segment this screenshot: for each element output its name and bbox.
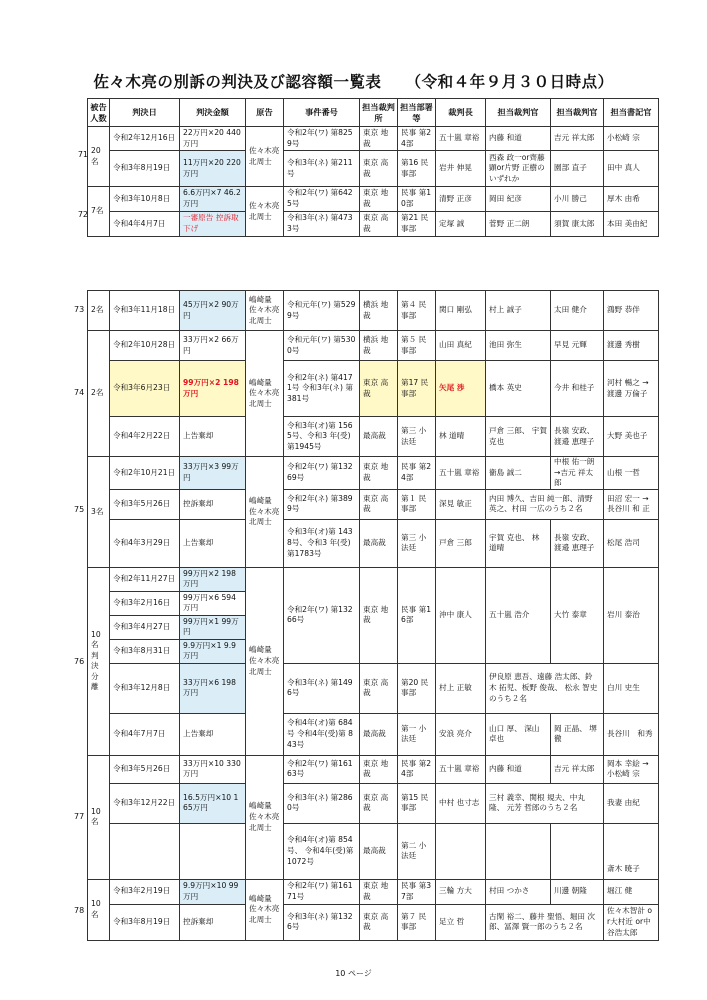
verdict-date: 令和4年7月7日 <box>110 713 180 755</box>
verdict-amount: 99万円×6 594万円 <box>180 591 246 615</box>
table-row <box>88 489 659 519</box>
verdict-amount: 上告棄却 <box>180 417 246 457</box>
clerk: 斎木 暁子 <box>604 823 659 879</box>
table-row <box>88 713 659 755</box>
case-no-72: 72 <box>77 210 88 219</box>
department: 第一 小法廷 <box>398 713 436 755</box>
chief-judge: 安浪 亮介 <box>436 713 486 755</box>
clerk: 山根 一哲 <box>604 457 659 490</box>
chief-judge: 林 道晴 <box>436 417 486 457</box>
verdict-amount: 16.5万円×10 165万円 <box>180 783 246 823</box>
court: 最高裁 <box>360 823 398 879</box>
judge-2: 長嶺 安政、 渡邉 恵理子 <box>551 519 604 567</box>
court: 最高裁 <box>360 417 398 457</box>
verdict-amount: 33万円×2 66万円 <box>180 331 246 361</box>
department: 第二 小法廷 <box>398 823 436 879</box>
header-amount: 判決金額 <box>180 99 246 127</box>
judges-panel: 伊良原 恵吾、遠藤 浩太郎、鈴木 拓児、板野 俊哉、 松永 智史のうち２名 <box>486 663 604 713</box>
table-row <box>88 127 659 151</box>
chief-judge: 五十嵐 章裕 <box>436 457 486 490</box>
clerk: 大野 美也子 <box>604 417 659 457</box>
defendant-count: 10名 <box>88 755 110 879</box>
department: 民事 第16部 <box>398 567 436 663</box>
verdict-amount: 33万円×6 198万円 <box>180 663 246 713</box>
judge-2: 園部 直子 <box>551 151 604 187</box>
defendant-count: 2名 <box>88 291 110 331</box>
department: 民事 第37部 <box>398 879 436 904</box>
plaintiff: 佐々木亮 北周士 <box>246 187 284 237</box>
header-clerk: 担当書記官 <box>604 99 659 127</box>
department: 第４ 民事部 <box>398 291 436 331</box>
clerk: 河村 暢之 →渡邊 万倫子 <box>604 361 659 417</box>
judge-2 <box>551 823 604 879</box>
defendant-count: 2名 <box>88 331 110 457</box>
case-number: 令和3年(ネ) 第1496号 <box>284 663 360 713</box>
case-number: 令和4年(オ)第 684号 令和4年(受)第 843号 <box>284 713 360 755</box>
header-chief-judge: 裁判長 <box>436 99 486 127</box>
header-dept: 担当部署等 <box>398 99 436 127</box>
chief-judge <box>436 823 486 879</box>
clerk: 岩川 泰治 <box>604 567 659 663</box>
judge-2: 川邊 朝隆 <box>551 879 604 904</box>
table-row <box>88 331 659 361</box>
header-judge-1: 担当裁判官 <box>486 99 551 127</box>
defendant-count: 7名 <box>88 187 110 237</box>
court: 東京 高裁 <box>360 212 398 237</box>
verdict-date: 令和3年11月18日 <box>110 291 180 331</box>
court: 東京 高裁 <box>360 489 398 519</box>
header-defendants: 被告人数 <box>88 99 110 127</box>
header-case-no: 事件番号 <box>284 99 360 127</box>
verdict-amount: 9.9万円×10 99万円 <box>180 879 246 904</box>
case-no-75: 75 <box>74 505 85 514</box>
judge-1: 山口 厚、 深山 卓也 <box>486 713 551 755</box>
verdict-amount: 上告棄却 <box>180 519 246 567</box>
case-number: 令和3年(ネ) 第211号 <box>284 151 360 187</box>
verdict-amount: 45万円×2 90万円 <box>180 291 246 331</box>
judges-panel: 三村 義幸、関根 規夫、中丸 隆、 元芳 哲郎のうち２名 <box>486 783 604 823</box>
case-number: 令和元年(ワ) 第5299号 <box>284 291 360 331</box>
table-row <box>88 417 659 457</box>
header-court: 担当裁判所 <box>360 99 398 127</box>
page-title: 佐々木亮の別訴の判決及び認容額一覧表 （令和４年９月３０日時点） <box>93 73 614 91</box>
verdict-amount: 99万円×2 198万円 <box>180 361 246 417</box>
verdict-amount: 控訴棄却 <box>180 904 246 940</box>
verdict-date: 令和4年2月22日 <box>110 417 180 457</box>
verdict-date: 令和2年10月28日 <box>110 331 180 361</box>
plaintiff: 嶋崎量 佐々木亮 北周士 <box>246 457 284 568</box>
verdict-amount: 6.6万円×7 46.2万円 <box>180 187 246 212</box>
case-number: 令和2年(ネ) 第3899号 <box>284 489 360 519</box>
judge-1: 岡田 紀彦 <box>486 187 551 212</box>
court: 東京 地裁 <box>360 457 398 490</box>
chief-judge: 五十嵐 章裕 <box>436 127 486 151</box>
chief-judge: 定塚 誠 <box>436 212 486 237</box>
verdict-amount: 33万円×3 99万円 <box>180 457 246 490</box>
judge-2: 中根 佑一朗 →吉元 祥太郎 <box>551 457 604 490</box>
table-row <box>88 755 659 783</box>
verdict-table-1 <box>87 98 659 237</box>
chief-judge: 清野 正彦 <box>436 187 486 212</box>
chief-judge: 沖中 康人 <box>436 567 486 663</box>
court: 東京 地裁 <box>360 187 398 212</box>
clerk: 佐々木智計 or大村近 or中谷浩太郎 <box>604 904 659 940</box>
chief-judge: 村上 正敏 <box>436 663 486 713</box>
verdict-amount: 11万円×20 220万円 <box>180 151 246 187</box>
case-number: 令和3年(ネ) 第4733号 <box>284 212 360 237</box>
chief-judge: 山田 真紀 <box>436 331 486 361</box>
clerk: 岡本 幸絵 →小松崎 宗 <box>604 755 659 783</box>
table-row <box>88 519 659 567</box>
court: 東京 高裁 <box>360 361 398 417</box>
case-number: 令和4年(オ)第 854号、 令和4年(受)第 1072号 <box>284 823 360 879</box>
plaintiff: 佐々木亮 北周士 <box>246 127 284 187</box>
table-row <box>88 783 659 823</box>
clerk: 我妻 由紀 <box>604 783 659 823</box>
case-number: 令和2年(ワ) 第8259号 <box>284 127 360 151</box>
judge-2: 大竹 泰章 <box>551 567 604 663</box>
case-number: 令和2年(ネ) 第4171号 令和3年(ネ) 第381号 <box>284 361 360 417</box>
verdict-date: 令和2年11月27日 <box>110 567 180 591</box>
chief-judge: 岩井 伸晃 <box>436 151 486 187</box>
case-number: 令和3年(ネ) 第2860号 <box>284 783 360 823</box>
defendant-count: 3名 <box>88 457 110 568</box>
plaintiff: 嶋崎量 佐々木亮 北周士 <box>246 331 284 457</box>
verdict-date: 令和3年12月22日 <box>110 783 180 823</box>
court: 東京 高裁 <box>360 663 398 713</box>
table-row <box>88 904 659 940</box>
department: 民事 第10部 <box>398 187 436 212</box>
verdict-date: 令和3年8月19日 <box>110 151 180 187</box>
page-number: 10 ページ <box>335 969 372 978</box>
verdict-date: 令和3年12月8日 <box>110 663 180 713</box>
chief-judge: 足立 哲 <box>436 904 486 940</box>
clerk: 長谷川 和秀 <box>604 713 659 755</box>
verdict-date: 令和3年5月26日 <box>110 489 180 519</box>
judge-1: 衞島 誠二 <box>486 457 551 490</box>
case-number: 令和2年(ワ) 第16163号 <box>284 755 360 783</box>
verdict-amount: 99万円×2 198万円 <box>180 567 246 591</box>
plaintiff: 嶋崎量 佐々木亮 北周士 <box>246 291 284 331</box>
judge-1: 戸倉 三郎、 宇賀 克也 <box>486 417 551 457</box>
verdict-amount <box>180 823 246 879</box>
verdict-amount: 控訴棄却 <box>180 489 246 519</box>
clerk: 白川 史生 <box>604 663 659 713</box>
judge-1: 菅野 正二朗 <box>486 212 551 237</box>
court: 東京 高裁 <box>360 783 398 823</box>
chief-judge: 矢尾 渉 <box>436 361 486 417</box>
table-row <box>88 187 659 212</box>
case-no-71: 71 <box>77 150 88 159</box>
court: 東京 高裁 <box>360 151 398 187</box>
chief-judge: 三輪 方大 <box>436 879 486 904</box>
judge-2: 長嶺 安政、 渡邉 恵理子 <box>551 417 604 457</box>
department: 第16 民事部 <box>398 151 436 187</box>
verdict-date: 令和4年3月29日 <box>110 519 180 567</box>
judge-2: 小川 勝己 <box>551 187 604 212</box>
clerk: 小松崎 宗 <box>604 127 659 151</box>
verdict-table-2 <box>87 290 659 941</box>
judge-2: 岡 正晶、 堺 徹 <box>551 713 604 755</box>
department: 第21 民事部 <box>398 212 436 237</box>
case-number: 令和2年(ワ) 第6425号 <box>284 187 360 212</box>
verdict-amount: 一審原告 控訴取下げ <box>180 212 246 237</box>
judges-panel: 古閑 裕二、藤井 聖悟、堀田 次郎、冨澤 賢一郎のうち２名 <box>486 904 604 940</box>
court: 東京 地裁 <box>360 567 398 663</box>
case-number: 令和元年(ワ) 第5300号 <box>284 331 360 361</box>
table-row <box>88 212 659 237</box>
header-date: 判決日 <box>110 99 180 127</box>
case-no-78: 78 <box>74 906 85 915</box>
chief-judge: 深見 敏正 <box>436 489 486 519</box>
table-row <box>88 457 659 490</box>
defendant-count: 10名 <box>88 879 110 940</box>
case-number: 令和3年(オ)第 1438号、令和3 年(受)第1783号 <box>284 519 360 567</box>
department: 第15 民事部 <box>398 783 436 823</box>
plaintiff: 嶋崎量 佐々木亮 北周士 <box>246 879 284 940</box>
defendant-count: 20名 <box>88 127 110 187</box>
chief-judge: 中村 也寸志 <box>436 783 486 823</box>
clerk: 田中 真人 <box>604 151 659 187</box>
department: 第５ 民事部 <box>398 331 436 361</box>
case-number: 令和3年(オ)第 1565号、令和3 年(受)第1945号 <box>284 417 360 457</box>
department: 第７ 民事部 <box>398 904 436 940</box>
table-row <box>88 879 659 904</box>
plaintiff: 嶋崎量 佐々木亮 北周士 <box>246 755 284 879</box>
department: 民事 第24部 <box>398 127 436 151</box>
judge-2: 今井 和桂子 <box>551 361 604 417</box>
department: 第三 小法廷 <box>398 519 436 567</box>
judge-1: 宇賀 克也、 林 道晴 <box>486 519 551 567</box>
case-no-74: 74 <box>74 388 85 397</box>
case-no-73: 73 <box>74 305 85 314</box>
judge-2: 吉元 祥太郎 <box>551 755 604 783</box>
judge-1: 村田 つかさ <box>486 879 551 904</box>
verdict-amount: 上告棄却 <box>180 713 246 755</box>
verdict-date: 令和3年4月27日 <box>110 615 180 639</box>
verdict-date: 令和3年5月26日 <box>110 755 180 783</box>
case-number: 令和3年(ネ) 第1326号 <box>284 904 360 940</box>
verdict-date: 令和3年10月8日 <box>110 187 180 212</box>
case-no-77: 77 <box>74 812 85 821</box>
clerk: 本田 美由紀 <box>604 212 659 237</box>
judge-2: 太田 健介 <box>551 291 604 331</box>
plaintiff: 嶋崎量 佐々木亮 北周士 <box>246 567 284 755</box>
department: 民事 第24部 <box>398 755 436 783</box>
case-number: 令和2年(ワ) 第16171号 <box>284 879 360 904</box>
verdict-date: 令和4年4月7日 <box>110 212 180 237</box>
verdict-date: 令和3年6月23日 <box>110 361 180 417</box>
header-row <box>88 99 659 127</box>
judge-1: 西森 政一or齊藤 顕or片野 正樹の いずれか <box>486 151 551 187</box>
verdict-date: 令和3年2月16日 <box>110 591 180 615</box>
department: 第20 民事部 <box>398 663 436 713</box>
table-row <box>88 361 659 417</box>
clerk: 厚木 由希 <box>604 187 659 212</box>
case-number: 令和2年(ワ) 第13269号 <box>284 457 360 490</box>
verdict-amount: 9.9万円×1 9.9万円 <box>180 639 246 663</box>
verdict-date: 令和3年8月19日 <box>110 904 180 940</box>
court: 横浜 地裁 <box>360 331 398 361</box>
header-judge-2: 担当裁判官 <box>551 99 604 127</box>
verdict-amount: 33万円×10 330万円 <box>180 755 246 783</box>
department: 民事 第24部 <box>398 457 436 490</box>
header-plaintiff: 原告 <box>246 99 284 127</box>
department: 第17 民事部 <box>398 361 436 417</box>
table-row <box>88 663 659 713</box>
judge-2: 須賀 康太郎 <box>551 212 604 237</box>
table-row <box>88 823 659 879</box>
clerk: 鴻野 恭伴 <box>604 291 659 331</box>
judge-1: 内藤 和道 <box>486 755 551 783</box>
judge-1 <box>486 823 551 879</box>
verdict-amount: 22万円×20 440万円 <box>180 127 246 151</box>
department: 第三 小法廷 <box>398 417 436 457</box>
clerk: 堀江 健 <box>604 879 659 904</box>
judge-2: 吉元 祥太郎 <box>551 127 604 151</box>
clerk: 松尾 浩司 <box>604 519 659 567</box>
court: 東京 高裁 <box>360 904 398 940</box>
clerk: 渡邊 秀樹 <box>604 331 659 361</box>
court: 東京 地裁 <box>360 879 398 904</box>
table-row <box>88 151 659 187</box>
judge-1: 橋本 英史 <box>486 361 551 417</box>
department: 第１ 民事部 <box>398 489 436 519</box>
court: 横浜 地裁 <box>360 291 398 331</box>
defendant-count: 10名 判決分離 <box>88 567 110 755</box>
court: 東京 地裁 <box>360 755 398 783</box>
court: 最高裁 <box>360 519 398 567</box>
verdict-date <box>110 823 180 879</box>
table-row <box>88 291 659 331</box>
judges-panel: 内田 博久、吉田 純一郎、清野 英之、村田 一広のうち２名 <box>486 489 604 519</box>
verdict-date: 令和3年2月19日 <box>110 879 180 904</box>
court: 最高裁 <box>360 713 398 755</box>
table-row <box>88 567 659 591</box>
case-number: 令和2年(ワ) 第13266号 <box>284 567 360 663</box>
chief-judge: 関口 剛弘 <box>436 291 486 331</box>
judge-2: 早見 元輝 <box>551 331 604 361</box>
verdict-amount: 99万円×1 99万円 <box>180 615 246 639</box>
judge-1: 村上 誠子 <box>486 291 551 331</box>
judge-1: 五十嵐 浩介 <box>486 567 551 663</box>
clerk: 田沼 宏一 → 長谷川 和 正 <box>604 489 659 519</box>
court: 東京 地裁 <box>360 127 398 151</box>
chief-judge: 戸倉 三郎 <box>436 519 486 567</box>
judge-1: 内藤 和道 <box>486 127 551 151</box>
verdict-date: 令和3年8月31日 <box>110 639 180 663</box>
judge-1: 池田 弥生 <box>486 331 551 361</box>
case-no-76: 76 <box>74 657 85 666</box>
verdict-date: 令和2年10月21日 <box>110 457 180 490</box>
verdict-date: 令和2年12月16日 <box>110 127 180 151</box>
chief-judge: 五十嵐 章裕 <box>436 755 486 783</box>
